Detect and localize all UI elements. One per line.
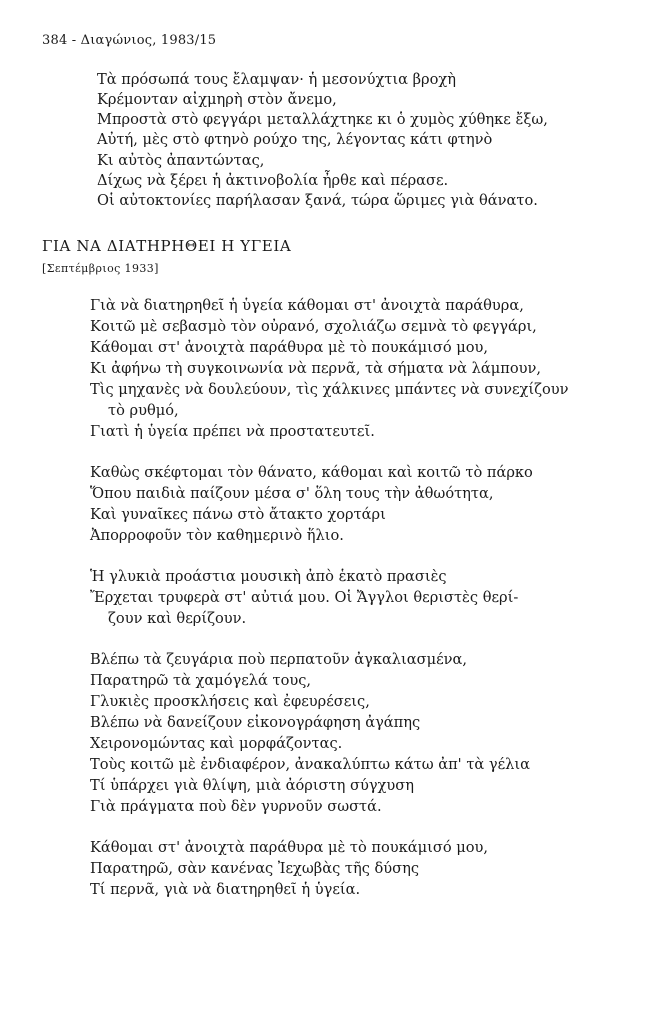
verse-line: Βλέπω νὰ δανείζουν εἰκονογράφηση ἀγάπης xyxy=(90,714,421,731)
verse-line: Κι αὐτὸς ἀπαντώντας, xyxy=(97,152,265,169)
poem-title: ΓΙΑ ΝΑ ΔΙΑΤΗΡΗΘΕΙ Η ΥΓΕΙΑ xyxy=(42,237,292,255)
verse-line: Καὶ γυναῖκες πάνω στὸ ἄτακτο χορτάρι xyxy=(90,506,386,523)
verse-line: Μπροστὰ στὸ φεγγάρι μεταλλάχτηκε κι ὁ χυμὸς χύθηκε ἔξω, xyxy=(97,111,548,128)
verse-line: Κοιτῶ μὲ σεβασμὸ τὸν οὐρανό, σχολιάζω σεμνὰ τὸ φεγγάρι, xyxy=(90,318,537,335)
verse-line: Παρατηρῶ τὰ χαμόγελά τους, xyxy=(90,672,312,689)
verse-line: Κάθομαι στ' ἀνοιχτὰ παράθυρα μὲ τὸ πουκάμισό μου, xyxy=(90,339,489,356)
verse-line: Τί ὑπάρχει γιὰ θλίψη, μιὰ ἀόριστη σύγχυση xyxy=(90,777,414,794)
verse-line: Κάθομαι στ' ἀνοιχτὰ παράθυρα μὲ τὸ πουκάμισό μου, xyxy=(90,839,489,856)
verse-line: Δίχως νὰ ξέρει ἡ ἀκτινοβολία ἦρθε καὶ πέρασε. xyxy=(97,172,449,189)
verse-line: Τί περνᾶ, γιὰ νὰ διατηρηθεῖ ἡ ὑγεία. xyxy=(90,881,361,898)
verse-line-continuation: τὸ ρυθμό, xyxy=(108,402,179,419)
verse-line: Ἔρχεται τρυφερὰ στ' αὐτιά μου. Οἱ Ἄγγλοι θεριστὲς θερί- xyxy=(90,589,519,606)
verse-line: Χειρονομώντας καὶ μορφάζοντας. xyxy=(90,735,343,752)
verse-line-continuation: ζουν καὶ θερίζουν. xyxy=(108,610,247,627)
running-head: 384 - Διαγώνιος, 1983/15 xyxy=(42,33,217,48)
verse-line: Γιατὶ ἡ ὑγεία πρέπει νὰ προστατευτεῖ. xyxy=(90,423,375,440)
verse-line: Κρέμονταν αἰχμηρὴ στὸν ἄνεμο, xyxy=(97,91,337,108)
verse-line: Καθὼς σκέφτομαι τὸν θάνατο, κάθομαι καὶ κοιτῶ τὸ πάρκο xyxy=(90,464,533,481)
verse-line: Τὰ πρόσωπά τους ἔλαμψαν· ἡ μεσονύχτια βροχὴ xyxy=(97,71,456,88)
poem-date: [Σεπτέμβριος 1933] xyxy=(42,262,159,275)
verse-line: Γιὰ πράγματα ποὺ δὲν γυρνοῦν σωστά. xyxy=(90,798,382,815)
verse-line: Ἀπορροφοῦν τὸν καθημερινὸ ἥλιο. xyxy=(90,527,344,544)
verse-line: Ἡ γλυκιὰ προάστια μουσικὴ ἀπὸ ἑκατὸ πρασιὲς xyxy=(90,568,447,585)
verse-line: Τοὺς κοιτῶ μὲ ἐνδιαφέρον, ἀνακαλύπτω κάτω ἀπ' τὰ γέλια xyxy=(90,756,531,773)
verse-line: Γλυκιὲς προσκλήσεις καὶ ἐφευρέσεις, xyxy=(90,693,370,710)
verse-line: Τὶς μηχανὲς νὰ δουλεύουν, τὶς χάλκινες μπάντες νὰ συνεχίζουν xyxy=(90,381,569,398)
verse-line: Κι ἀφήνω τὴ συγκοινωνία νὰ περνᾶ, τὰ σήματα νὰ λάμπουν, xyxy=(90,360,541,377)
verse-line: Βλέπω τὰ ζευγάρια ποὺ περπατοῦν ἀγκαλιασμένα, xyxy=(90,651,468,668)
verse-line: Αὐτή, μὲς στὸ φτηνὸ ρούχο της, λέγοντας κάτι φτηνὸ xyxy=(97,131,493,148)
verse-line: Γιὰ νὰ διατηρηθεῖ ἡ ὑγεία κάθομαι στ' ἀνοιχτὰ παράθυρα, xyxy=(90,297,524,314)
verse-line: Οἱ αὐτοκτονίες παρήλασαν ξανά, τώρα ὥριμες γιὰ θάνατο. xyxy=(97,192,538,209)
verse-line: Ὅπου παιδιὰ παίζουν μέσα σ' ὅλη τους τὴν ἀθωότητα, xyxy=(90,485,494,502)
verse-line: Παρατηρῶ, σὰν κανένας Ἰεχωβὰς τῆς δύσης xyxy=(90,860,420,877)
